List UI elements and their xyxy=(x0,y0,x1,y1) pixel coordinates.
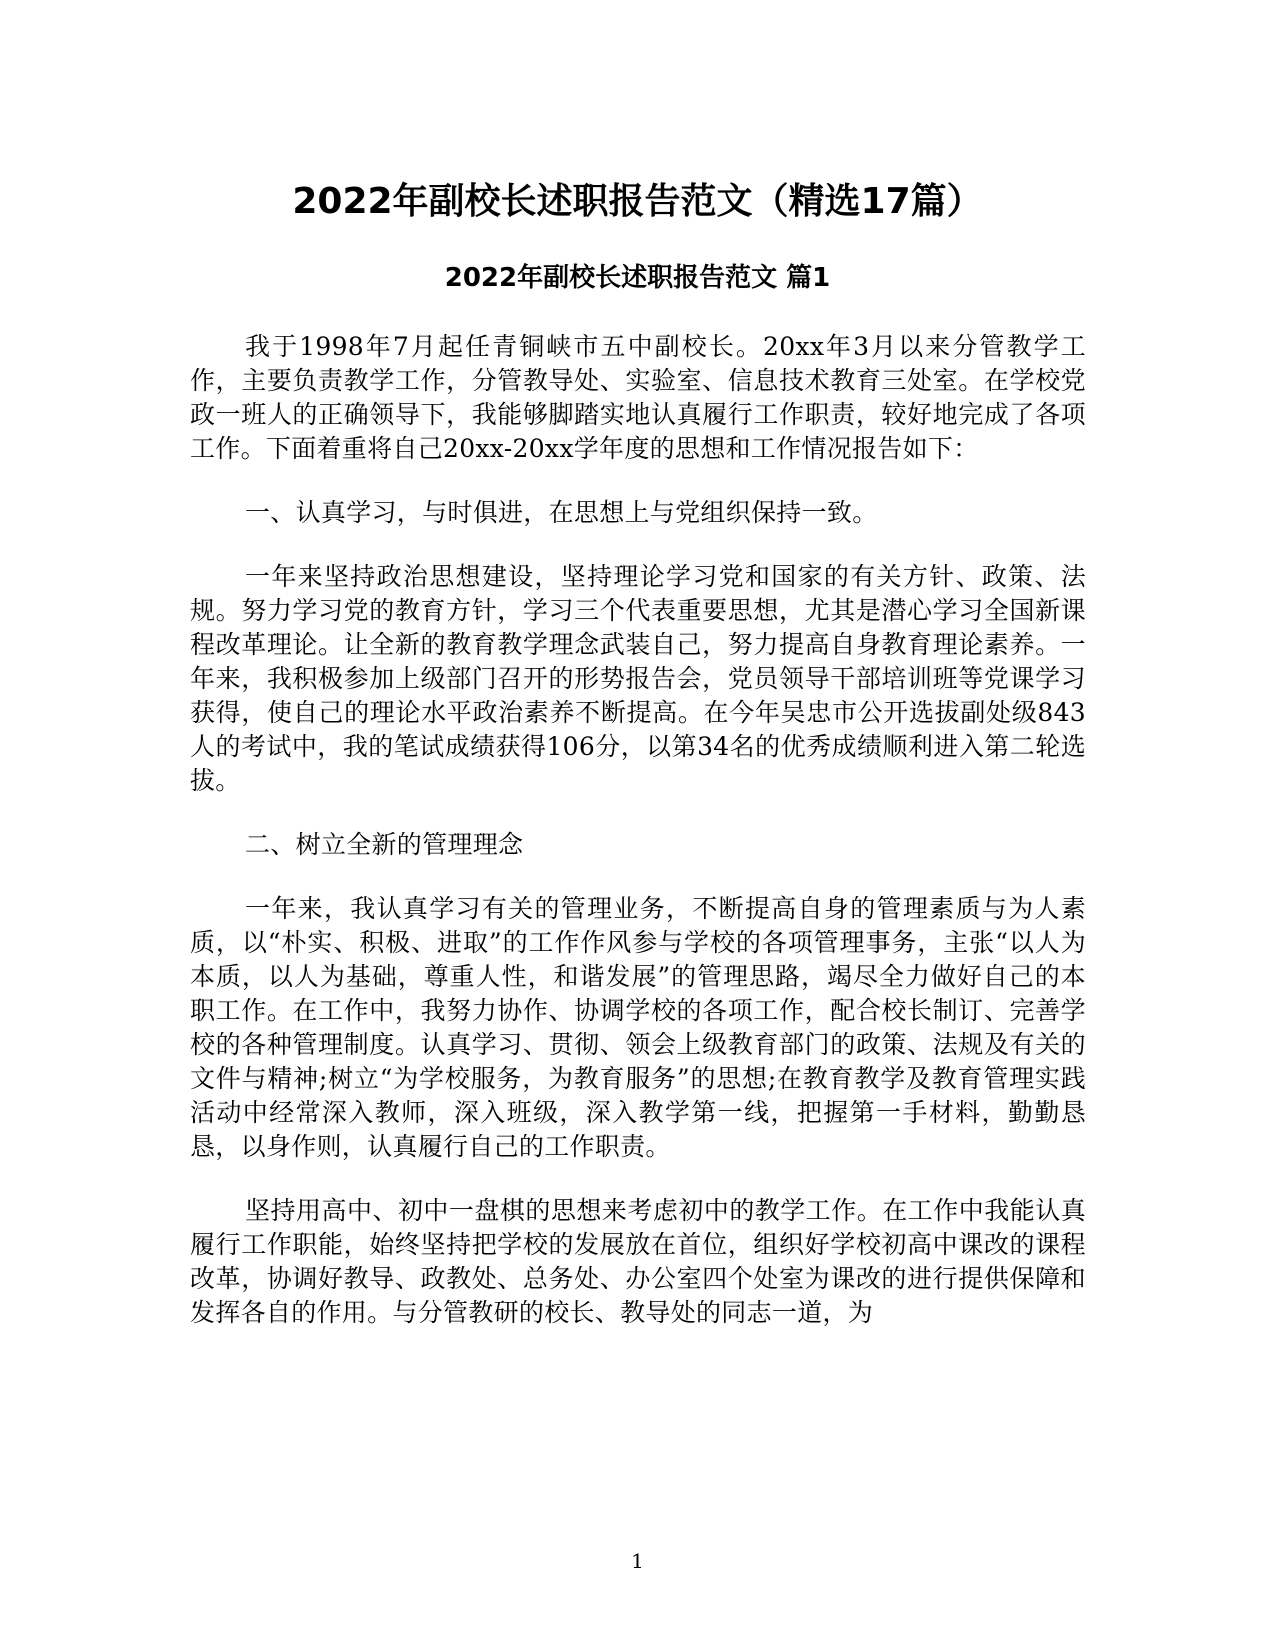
document-title: 2022年副校长述职报告范文（精选17篇） xyxy=(292,181,983,222)
section-title: 2022年副校长述职报告范文 篇1 xyxy=(444,263,831,293)
page-number: 1 xyxy=(631,1549,644,1573)
paragraph-heading-2: 二、树立全新的管理理念 xyxy=(245,830,524,859)
paragraph-study: 一年来坚持政治思想建设，坚持理论学习党和国家的有关方针、政策、法规。努力学习党的教育方针，学习三个代表重要思想，尤其是潜心学习全国新课程改革理论。让全新的教育教学理念武装自己，努力提高自身教育理论素养。一年来，我积极参加上级部门召开的形势报告会，党员领导干部培训班等党课学习获得，使自己的理论水平政治素养不断提高。在今年吴忠市公开选拔副处级843人的考试中，我的笔试成绩获得106分，以第34名的优秀成绩顺利进入第二轮选拔。 xyxy=(190,562,1086,795)
document-body xyxy=(190,330,1086,1360)
paragraph-teaching: 坚持用高中、初中一盘棋的思想来考虑初中的教学工作。在工作中我能认真履行工作职能，始终坚持把学校的发展放在首位，组织好学校初高中课改的课程改革，协调好教导、政教处、总务处、办公室四个处室为课改的进行提供保障和发挥各自的作用。与分管教研的校长、教导处的同志一道，为 xyxy=(190,1196,1086,1327)
paragraph-intro: 我于1998年7月起任青铜峡市五中副校长。20xx年3月以来分管教学工作，主要负责教学工作，分管教导处、实验室、信息技术教育三处室。在学校党政一班人的正确领导下，我能够脚踏实地认真履行工作职责，较好地完成了各项工作。下面着重将自己20xx-20xx学年度的思想和工作情况报告如下： xyxy=(190,332,1086,463)
paragraph-heading-1: 一、认真学习，与时俱进，在思想上与党组织保持一致。 xyxy=(245,498,878,527)
paragraph-management: 一年来，我认真学习有关的管理业务，不断提高自身的管理素质与为人素质，以“朴实、积极、进取”的工作作风参与学校的各项管理事务，主张“以人为本质，以人为基础，尊重人性，和谐发展”的管理思路，竭尽全力做好自己的本职工作。在工作中，我努力协作、协调学校的各项工作，配合校长制订、完善学校的各种管理制度。认真学习、贯彻、领会上级教育部门的政策、法规及有关的文件与精神;树立“为学校服务，为教育服务”的思想;在教育教学及教育管理实践活动中经常深入教师，深入班级，深入教学第一线，把握第一手材料，勤勤恳恳，以身作则，认真履行自己的工作职责。 xyxy=(190,894,1086,1161)
